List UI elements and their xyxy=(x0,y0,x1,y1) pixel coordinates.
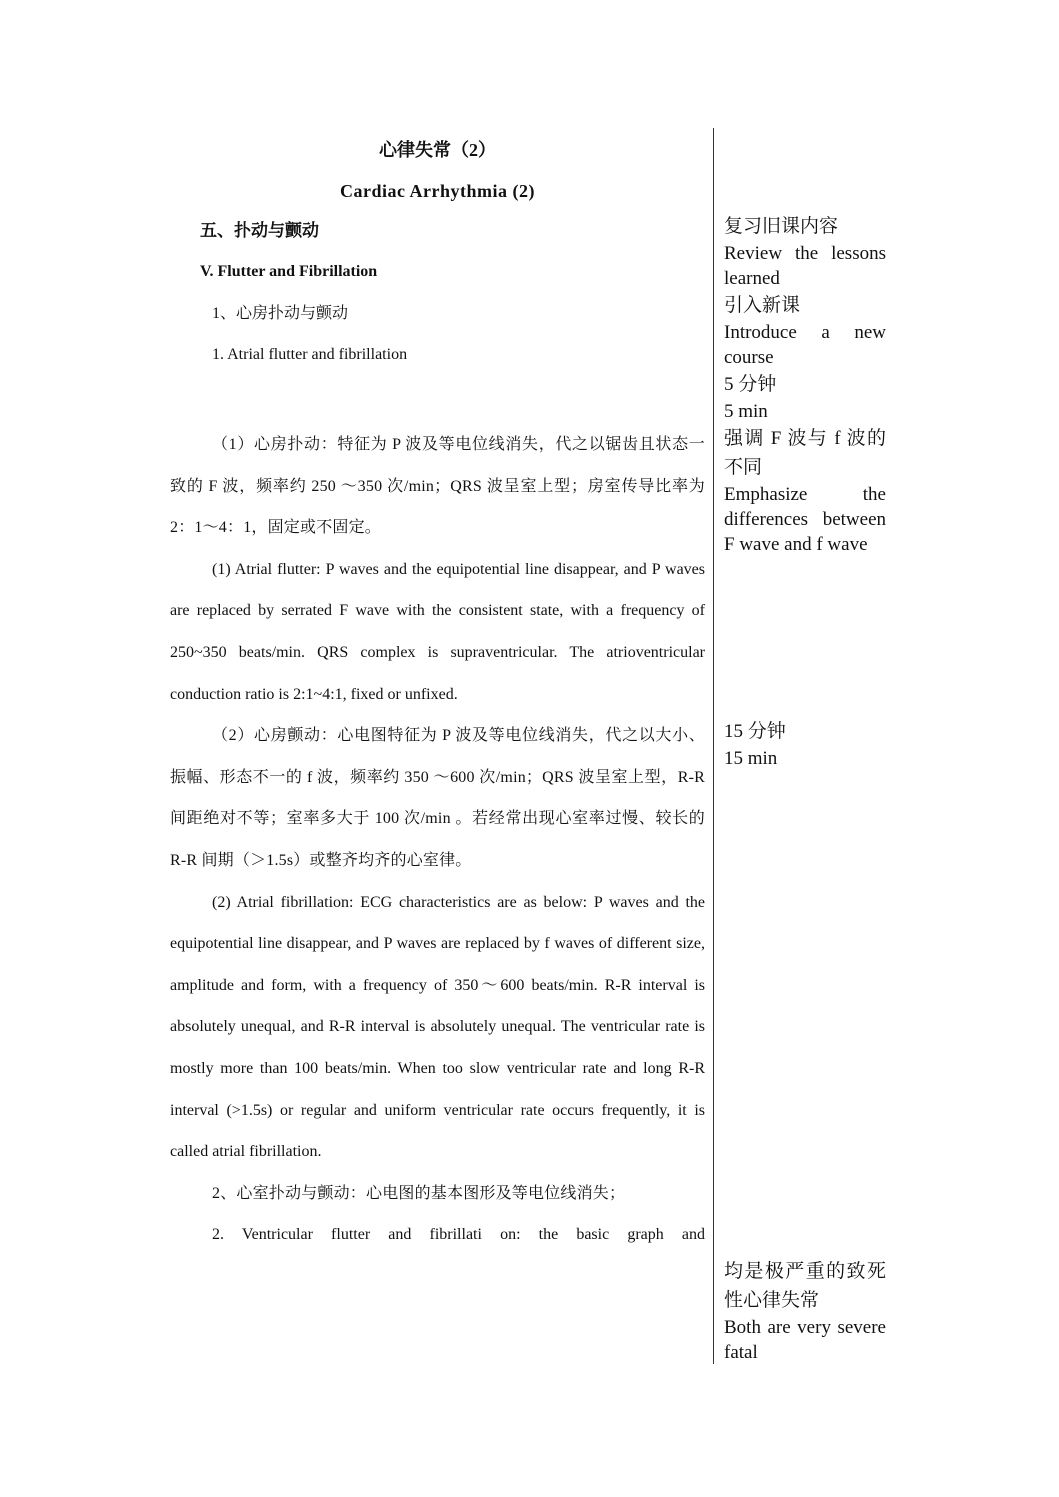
sidebar-notes-fatal xyxy=(724,1257,886,1365)
title-chinese: 心律失常（2） xyxy=(379,140,496,160)
sidebar-notes-intro xyxy=(724,212,886,557)
title-english: Cardiac Arrhythmia (2) xyxy=(340,181,535,201)
note-review-english: Review the lessons learned xyxy=(724,243,886,289)
section-heading-english: V. Flutter and Fibrillation xyxy=(200,263,378,280)
paragraph-ventricular-english: 2. Ventricular flutter and fibrillati on: the basic graph and xyxy=(212,1226,705,1244)
main-content-column xyxy=(170,136,705,1256)
column-divider xyxy=(713,128,714,1364)
note-introduce-english: Introduce a new course xyxy=(724,322,886,368)
note-time-15-chinese: 15 分钟 xyxy=(724,721,786,742)
note-introduce-chinese: 引入新课 xyxy=(724,295,801,316)
note-time-5-chinese: 5 分钟 xyxy=(724,374,777,395)
paragraph-atrial-flutter-english: (1) Atrial flutter: P waves and the equipotential line disappear, and P waves are replaced by serrated F wave with the consistent state, with a frequency of 250~350 beats/min. QRS complex is supraventricular. The atrioventricular conduction ratio is 2:1~4:1, fixed or unfixed. xyxy=(170,560,705,703)
paragraph-atrial-fibrillation-english: (2) Atrial fibrillation: ECG characteristics are as below: P waves and the equipotential line disappear, and P waves are replaced by f waves of different size, amplitude and form, with a frequency of 350～600 beats/min. R-R interval is absolutely unequal, and R-R interval is absolutely unequal. The ventricular rate is mostly more than 100 beats/min. When too slow ventricular rate and long R-R interval (>1.5s) or regular and uniform ventricular rate occurs frequently, it is called atrial fibrillation. xyxy=(170,893,705,1161)
note-fatal-chinese: 均是极严重的致死性心律失常 xyxy=(724,1261,886,1311)
note-emphasize-chinese: 强调 F 波与 f 波的不同 xyxy=(724,428,886,478)
section-heading-chinese: 五、扑动与颤动 xyxy=(200,221,319,240)
paragraph-atrial-fibrillation-chinese: （2）心房颤动：心电图特征为 P 波及等电位线消失，代之以大小、振幅、形态不一的 f 波，频率约 350 ～600 次/min；QRS 波呈室上型，R-R 间距绝对不等；室率多大于 100 次/min 。若经常出现心室率过慢、较长的 R-R 间期（＞1.5s）或整齐均齐的心室律。 xyxy=(170,727,705,869)
note-time-15-english: 15 min xyxy=(724,748,778,769)
sidebar-notes-time xyxy=(724,717,886,771)
note-time-5-english: 5 min xyxy=(724,401,768,422)
note-review-chinese: 复习旧课内容 xyxy=(724,216,839,237)
subsection-heading-english: 1. Atrial flutter and fibrillation xyxy=(212,346,408,363)
note-emphasize-english: Emphasize the differences between F wave and f wave xyxy=(724,484,886,555)
note-fatal-english: Both are very severe fatal xyxy=(724,1317,886,1363)
subsection-heading-chinese: 1、心房扑动与颤动 xyxy=(212,305,349,322)
paragraph-ventricular-chinese: 2、心室扑动与颤动：心电图的基本图形及等电位线消失； xyxy=(212,1184,626,1202)
paragraph-atrial-flutter-chinese: （1）心房扑动：特征为 P 波及等电位线消失，代之以锯齿且状态一致的 F 波，频率约 250 ～350 次/min；QRS 波呈室上型；房室传导比率为 2：1～4：1，固定或不固定。 xyxy=(170,436,705,537)
